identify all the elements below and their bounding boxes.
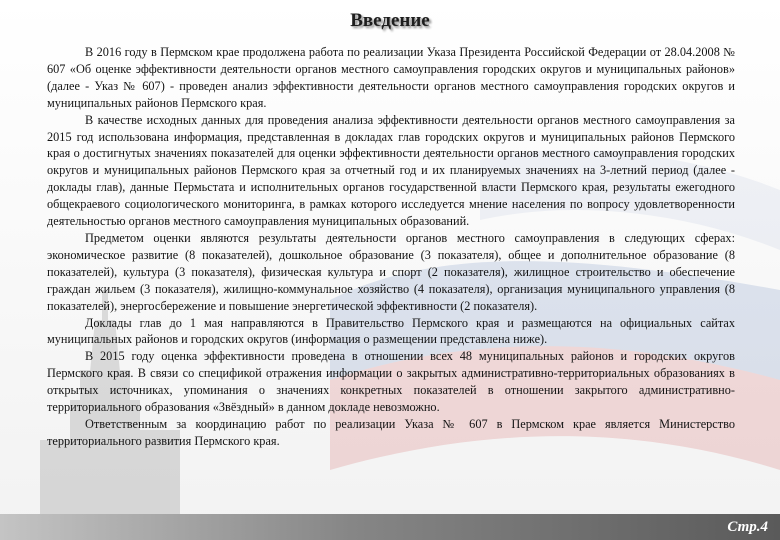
paragraph: Предметом оценки являются результаты деятельности органов местного самоуправления в следующих сферах: экономическое развитие (8 показателей), дошкольное образование (3 показателя), общее и дополнительное образование (8 показателей), культура (3 показателя), физическая культура и спорт (2 показателя), жилищное строительство и обеспечение граждан жильем (3 показателя), жилищно-коммунальное хозяйство (4 показателя), организация муниципального управления (8 показателей), энергосбережение и повышение энергетической эффективности (2 показателя).: [47, 230, 735, 313]
body-text: [47, 44, 735, 450]
paragraph: В качестве исходных данных для проведения анализа эффективности деятельности органов местного самоуправления за 2015 год использована информация, представленная в докладах глав городских округов и муниципальных районов Пермского края о достигнутых значениях показателей для оценки эффективности деятельности органов местного самоуправления городских округов и муниципальных районов Пермского края за отчетный год и их планируемых значениях на 3-летний период (далее - доклады глав), данные Пермьстата и исполнительных органов государственной власти Пермского края, результаты ежегодного общекраевого социологического мониторинга, в рамках которого исследуется мнение населения по вопросу удовлетворенности деятельностью органов местного самоуправления муниципальных образований.: [47, 112, 735, 229]
paragraph: В 2015 году оценка эффективности проведена в отношении всех 48 муниципальных районов и городских округов Пермского края. В связи со спецификой отражения информации о закрытых административно-территориальных образованиях в открытых источниках, упоминания о значениях конкретных показателей в отношении закрытого административно-территориального образования «Звёздный» в данном докладе невозможно.: [47, 349, 735, 415]
page-title: Введение: [350, 10, 430, 31]
page-number: Стр.4: [727, 519, 768, 535]
paragraph: Доклады глав до 1 мая направляются в Правительство Пермского края и размещаются на официальных сайтах муниципальных районов и городских округов (информация о размещении представлена ниже).: [47, 315, 735, 347]
bottom-bar: [0, 514, 780, 540]
paragraph: В 2016 году в Пермском крае продолжена работа по реализации Указа Президента Российской Федерации от 28.04.2008 № 607 «Об оценке эффективности деятельности органов местного самоуправления городских округов и муниципальных районов» (далее - Указ № 607) - проведен анализ эффективности деятельности органов местного самоуправления городских округов и муниципальных районов Пермского края.: [47, 45, 735, 110]
paragraph: Ответственным за координацию работ по реализации Указа № 607 в Пермском крае является Министерство территориального развития Пермского края.: [47, 416, 735, 448]
